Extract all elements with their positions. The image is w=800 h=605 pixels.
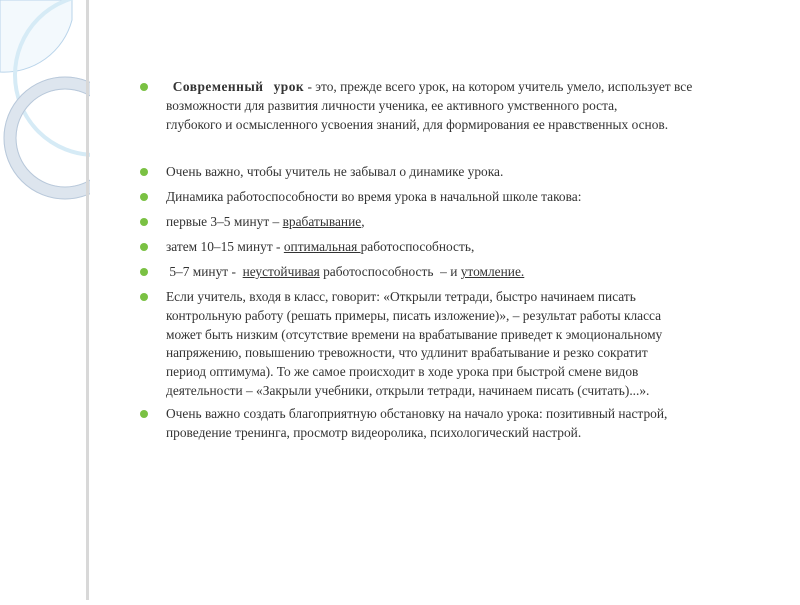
bullet-item — [140, 405, 780, 443]
text: 5–7 минут - — [166, 264, 243, 279]
line: проведение тренинга, просмотр видеоролика, психологический настрой. — [166, 424, 582, 440]
bullet-icon — [140, 268, 148, 276]
bullet-icon — [140, 293, 148, 301]
bullet-icon — [140, 83, 148, 91]
bullet-text: Очень важно, чтобы учитель не забывал о динамике урока. — [166, 164, 504, 179]
bullet-item — [140, 163, 780, 182]
bullet-icon — [140, 218, 148, 226]
bullet-icon — [140, 410, 148, 418]
bullet-item — [140, 238, 780, 257]
decorative-circles — [0, 0, 90, 600]
text: затем 10–15 минут - — [166, 239, 284, 254]
bullet-text: Динамика работоспособности во время урока в начальной школе такова: — [166, 189, 582, 204]
underlined-term: врабатывание — [282, 214, 362, 229]
bullet-item — [140, 188, 780, 207]
circles-graphic-icon — [0, 0, 90, 600]
bullet-icon — [140, 168, 148, 176]
line: глубокого и осмысленного усвоения знаний, для формирования ее нравственных основ. — [166, 116, 669, 132]
line: возможности для развития личности ученика, ее активного умственного роста, — [166, 97, 618, 113]
bullet-item — [140, 288, 780, 401]
line: контрольную работу (решать примеры, писать изложение)», – результат работы класса — [166, 307, 662, 323]
line: Если учитель, входя в класс, говорит: «Открыли тетради, быстро начинаем писать — [166, 289, 636, 304]
underlined-term: утомление. — [460, 264, 525, 279]
bullet-icon — [140, 193, 148, 201]
line: период оптимума). То же самое происходит в ходе урока при быстрой смене видов — [166, 364, 639, 380]
term: Современный — [172, 79, 264, 94]
bullet-modern-lesson — [140, 78, 780, 134]
text: работоспособность, — [360, 239, 475, 254]
line: напряжению, повышению тревожности, что удлинит врабатывание и резко сократит — [166, 345, 648, 361]
underlined-term: неустойчивая — [242, 264, 320, 279]
text: работоспособность – и — [319, 264, 461, 279]
line: Очень важно создать благоприятную обстановку на начало урока: позитивный настрой, — [166, 406, 668, 421]
text: первые 3–5 минут – — [166, 214, 283, 229]
term: урок — [273, 79, 305, 94]
divider-line — [86, 0, 89, 600]
line: - это, прежде всего урок, на котором учитель умело, использует все — [304, 79, 693, 94]
text: , — [361, 214, 365, 229]
underlined-term: оптимальная — [283, 239, 361, 254]
line: деятельности – «Закрыли учебники, открыли тетради, начинаем писать (считать)...». — [166, 382, 650, 398]
bullet-item — [140, 263, 780, 282]
bullet-icon — [140, 243, 148, 251]
line: может быть низким (отсутствие времени на врабатывание приведет к эмоциональному — [166, 326, 663, 342]
bullet-item — [140, 213, 780, 232]
